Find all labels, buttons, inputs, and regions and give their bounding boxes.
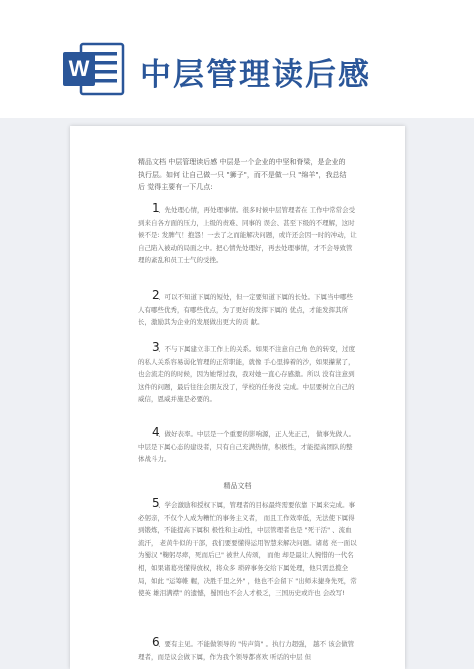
svg-text:W: W — [68, 56, 90, 81]
section-number: 2 — [152, 288, 160, 302]
section-number: 4 — [152, 425, 160, 439]
page-header — [0, 0, 474, 118]
section-text: 、先处理心情，再处理事情。很多时候中层管理者在 工作中常常会受到来自各方面的压力，上级的责难、同事的 误会、甚至下级的不理解，这时候不是: 发脾气！抱怨！一去了之而能解决问题，或许还会因一时的冲动，让自己陷入被动的局面之中。把心情先处理好，再去处理事情，才不会导致管理的紊乱和员工士气的受挫。 — [138, 206, 357, 265]
section-number: 1 — [152, 201, 160, 215]
section-text: 、学会激励和授权下属，管理者的目标最终需要依靠 下属来完成。事必躬亲，不仅个人成为糟忙的事务主义者， 而且工作效率低，无法使下属得到锻炼，不能提高下属积 极性和主动性，中层管理者也是 "死干活" 、流血流汗， 老黄牛似的干部，我们要要懂得运用智慧来解决问题。诸葛 亮一面以为蜀汉 "鞠躬尽瘁，死而后已" 被世人传颂， 而他 却是最让人惋惜的一代名相，如果诸葛亮懂得放权，将众多 琐碎事务交给下属处理，他只需总揽全局，如此 "运筹帷 幄，决胜千里之外" ，他也不会留下 "出师未捷身先死，常使英 雄泪满襟" 的遗憾，蜀国也不会人才极乏，三国历史或许也 会改写! — [138, 501, 357, 598]
section-text: 、不与下属建立非工作上的关系。如果不注意自己角 色的转变，过度的私人关系容易弱化管理的正常职能，就像 手心里捧着的沙，如果攥紧了，也会流走的的时候，因为她帮过我，我对她一直心存感激。所以 没有注意到这件的问题，最后往往会朋友没了，学校的任务没 完成。中层要树立自己的威信，恩威并施是必要的。 — [138, 345, 356, 404]
word-icon — [63, 40, 125, 98]
section-text: 、做好表率。中层是一个重要的影响源，正人先正己， 做事先做人。中层是下属心态的建设者，只有自己充满热情，积极性，才能提高团队的整体战斗力。 — [138, 430, 356, 464]
section-number: 3 — [152, 340, 160, 354]
document-page — [70, 126, 405, 669]
section-5 — [138, 496, 358, 600]
section-number: 5 — [152, 496, 160, 510]
section-3 — [138, 340, 358, 406]
section-6 — [138, 635, 358, 663]
page-title: 中层管理读后感 — [140, 57, 371, 93]
section-number: 6 — [152, 635, 160, 649]
section-4 — [138, 425, 358, 466]
intro-paragraph: 精品文档 中层管理读后感 中层是一个企业的中坚和脊梁，是企业的执行层。如何 让自己做一只 "狮子"，而不是做一只 "绵羊"，我总结后 觉得主要有一下几点: — [138, 158, 347, 191]
section-text: 、可以不知道下属的短处，但一定要知道下属的长处。下属当中哪些人有哪些优秀，有哪些优点，为了更好的发挥下属的 优点，才能发挥其所长，激励其为企业的发展做出更大的贡 献。 — [138, 293, 353, 327]
section-text: 、要有主见。不能做领导的 "传声筒" 。执行力超强， 越不 该会做管理者，而是议会做下属，作为我个领导都喜欢 听话的中层 但 — [138, 640, 355, 661]
mid-page-heading: 精品文档 — [223, 482, 252, 490]
section-2 — [138, 288, 358, 329]
section-1 — [138, 201, 358, 267]
